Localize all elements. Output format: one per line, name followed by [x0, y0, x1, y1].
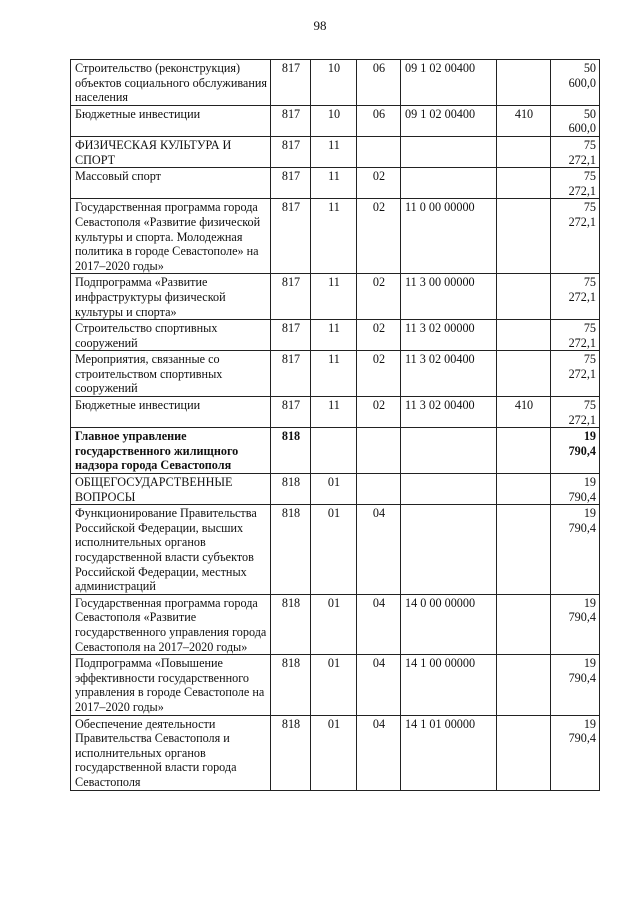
row-expense-cell — [497, 715, 551, 790]
table-row — [71, 274, 600, 320]
row-target-cell: 11 3 02 00400 — [401, 397, 497, 428]
row-section-cell: 11 — [311, 320, 357, 351]
row-code-cell: 817 — [271, 397, 311, 428]
row-subsection-cell: 02 — [357, 199, 401, 274]
row-name-cell: Подпрограмма «Повышение эффективности государственного управления в городе Севастополе на 2017–2020 годы» — [71, 655, 271, 715]
row-section-cell: 01 — [311, 655, 357, 715]
row-code-cell: 817 — [271, 168, 311, 199]
row-sum-cell: 75 272,1 — [551, 274, 600, 320]
row-sum-cell: 50 600,0 — [551, 60, 600, 106]
row-sum-cell: 50 600,0 — [551, 105, 600, 136]
row-target-cell — [401, 168, 497, 199]
table-row — [71, 655, 600, 715]
row-target-cell — [401, 474, 497, 505]
row-name-cell: ОБЩЕГОСУДАРСТВЕННЫЕ ВОПРОСЫ — [71, 474, 271, 505]
row-section-cell: 01 — [311, 715, 357, 790]
row-code-cell: 817 — [271, 351, 311, 397]
row-target-cell — [401, 136, 497, 167]
row-sum-cell: 75 272,1 — [551, 351, 600, 397]
row-sum-cell: 75 272,1 — [551, 320, 600, 351]
row-target-cell: 11 0 00 00000 — [401, 199, 497, 274]
row-section-cell: 11 — [311, 351, 357, 397]
row-name-cell: Массовый спорт — [71, 168, 271, 199]
row-code-cell: 817 — [271, 320, 311, 351]
row-sum-cell: 19 790,4 — [551, 715, 600, 790]
row-target-cell: 09 1 02 00400 — [401, 60, 497, 106]
row-expense-cell: 410 — [497, 105, 551, 136]
row-expense-cell — [497, 474, 551, 505]
table-row — [71, 199, 600, 274]
table-row — [71, 105, 600, 136]
table-row — [71, 474, 600, 505]
row-section-cell: 11 — [311, 397, 357, 428]
table-row — [71, 136, 600, 167]
row-section-cell: 11 — [311, 199, 357, 274]
row-sum-cell: 75 272,1 — [551, 136, 600, 167]
row-name-cell: Бюджетные инвестиции — [71, 397, 271, 428]
table-row — [71, 594, 600, 654]
row-name-cell: Мероприятия, связанные со строительством спортивных сооружений — [71, 351, 271, 397]
row-subsection-cell: 02 — [357, 274, 401, 320]
row-expense-cell — [497, 274, 551, 320]
table-row — [71, 397, 600, 428]
row-expense-cell — [497, 136, 551, 167]
row-code-cell: 818 — [271, 428, 311, 474]
row-subsection-cell: 04 — [357, 655, 401, 715]
row-target-cell: 09 1 02 00400 — [401, 105, 497, 136]
row-section-cell: 01 — [311, 505, 357, 595]
row-name-cell: Главное управление государственного жилищного надзора города Севастополя — [71, 428, 271, 474]
row-name-cell: Бюджетные инвестиции — [71, 105, 271, 136]
row-sum-cell: 19 790,4 — [551, 428, 600, 474]
row-subsection-cell: 02 — [357, 320, 401, 351]
row-code-cell: 818 — [271, 655, 311, 715]
row-subsection-cell — [357, 428, 401, 474]
table-row — [71, 351, 600, 397]
row-section-cell: 01 — [311, 474, 357, 505]
row-subsection-cell: 06 — [357, 60, 401, 106]
row-section-cell — [311, 428, 357, 474]
row-name-cell: Государственная программа города Севастополя «Развитие государственного управления города Севастополя на 2017–2020 годы» — [71, 594, 271, 654]
row-name-cell: Обеспечение деятельности Правительства Севастополя и исполнительных органов государственной власти города Севастополя — [71, 715, 271, 790]
row-code-cell: 817 — [271, 199, 311, 274]
row-expense-cell — [497, 655, 551, 715]
table-row — [71, 715, 600, 790]
row-target-cell: 14 1 00 00000 — [401, 655, 497, 715]
page-number: 98 — [313, 18, 327, 33]
row-code-cell: 817 — [271, 136, 311, 167]
row-target-cell: 11 3 02 00000 — [401, 320, 497, 351]
row-code-cell: 817 — [271, 105, 311, 136]
row-section-cell: 11 — [311, 168, 357, 199]
row-code-cell: 818 — [271, 715, 311, 790]
row-subsection-cell: 06 — [357, 105, 401, 136]
row-sum-cell: 19 790,4 — [551, 655, 600, 715]
row-expense-cell — [497, 320, 551, 351]
row-section-cell: 11 — [311, 136, 357, 167]
budget-table — [70, 59, 600, 791]
row-subsection-cell — [357, 136, 401, 167]
table-row — [71, 168, 600, 199]
table-row — [71, 505, 600, 595]
row-code-cell: 818 — [271, 474, 311, 505]
row-sum-cell: 19 790,4 — [551, 474, 600, 505]
row-expense-cell — [497, 594, 551, 654]
row-expense-cell — [497, 351, 551, 397]
row-subsection-cell: 02 — [357, 351, 401, 397]
row-name-cell: Подпрограмма «Развитие инфраструктуры физической культуры и спорта» — [71, 274, 271, 320]
row-subsection-cell: 04 — [357, 594, 401, 654]
budget-table-body — [71, 60, 600, 791]
row-section-cell: 10 — [311, 60, 357, 106]
row-section-cell: 10 — [311, 105, 357, 136]
row-name-cell: Государственная программа города Севастополя «Развитие физической культуры и спорта. Молодежная политика в городе Севастополе» на 2017–2020 годы» — [71, 199, 271, 274]
table-row — [71, 60, 600, 106]
row-subsection-cell: 02 — [357, 397, 401, 428]
row-target-cell — [401, 428, 497, 474]
row-sum-cell: 75 272,1 — [551, 397, 600, 428]
row-expense-cell — [497, 505, 551, 595]
row-code-cell: 818 — [271, 505, 311, 595]
row-name-cell: Функционирование Правительства Российской Федерации, высших исполнительных органов государственной власти субъектов Российской Федерации, местных администраций — [71, 505, 271, 595]
row-sum-cell: 75 272,1 — [551, 168, 600, 199]
row-code-cell: 817 — [271, 60, 311, 106]
row-target-cell: 11 3 00 00000 — [401, 274, 497, 320]
row-expense-cell — [497, 428, 551, 474]
row-code-cell: 817 — [271, 274, 311, 320]
row-code-cell: 818 — [271, 594, 311, 654]
row-section-cell: 01 — [311, 594, 357, 654]
row-target-cell: 11 3 02 00400 — [401, 351, 497, 397]
row-expense-cell: 410 — [497, 397, 551, 428]
row-target-cell: 14 0 00 00000 — [401, 594, 497, 654]
row-expense-cell — [497, 168, 551, 199]
row-section-cell: 11 — [311, 274, 357, 320]
row-sum-cell: 75 272,1 — [551, 199, 600, 274]
table-row — [71, 428, 600, 474]
row-sum-cell: 19 790,4 — [551, 505, 600, 595]
row-subsection-cell: 04 — [357, 505, 401, 595]
table-row — [71, 320, 600, 351]
row-target-cell — [401, 505, 497, 595]
row-target-cell: 14 1 01 00000 — [401, 715, 497, 790]
row-sum-cell: 19 790,4 — [551, 594, 600, 654]
row-subsection-cell: 04 — [357, 715, 401, 790]
row-name-cell: Строительство (реконструкция) объектов социального обслуживания населения — [71, 60, 271, 106]
row-expense-cell — [497, 60, 551, 106]
row-subsection-cell: 02 — [357, 168, 401, 199]
row-subsection-cell — [357, 474, 401, 505]
row-expense-cell — [497, 199, 551, 274]
row-name-cell: Строительство спортивных сооружений — [71, 320, 271, 351]
row-name-cell: ФИЗИЧЕСКАЯ КУЛЬТУРА И СПОРТ — [71, 136, 271, 167]
